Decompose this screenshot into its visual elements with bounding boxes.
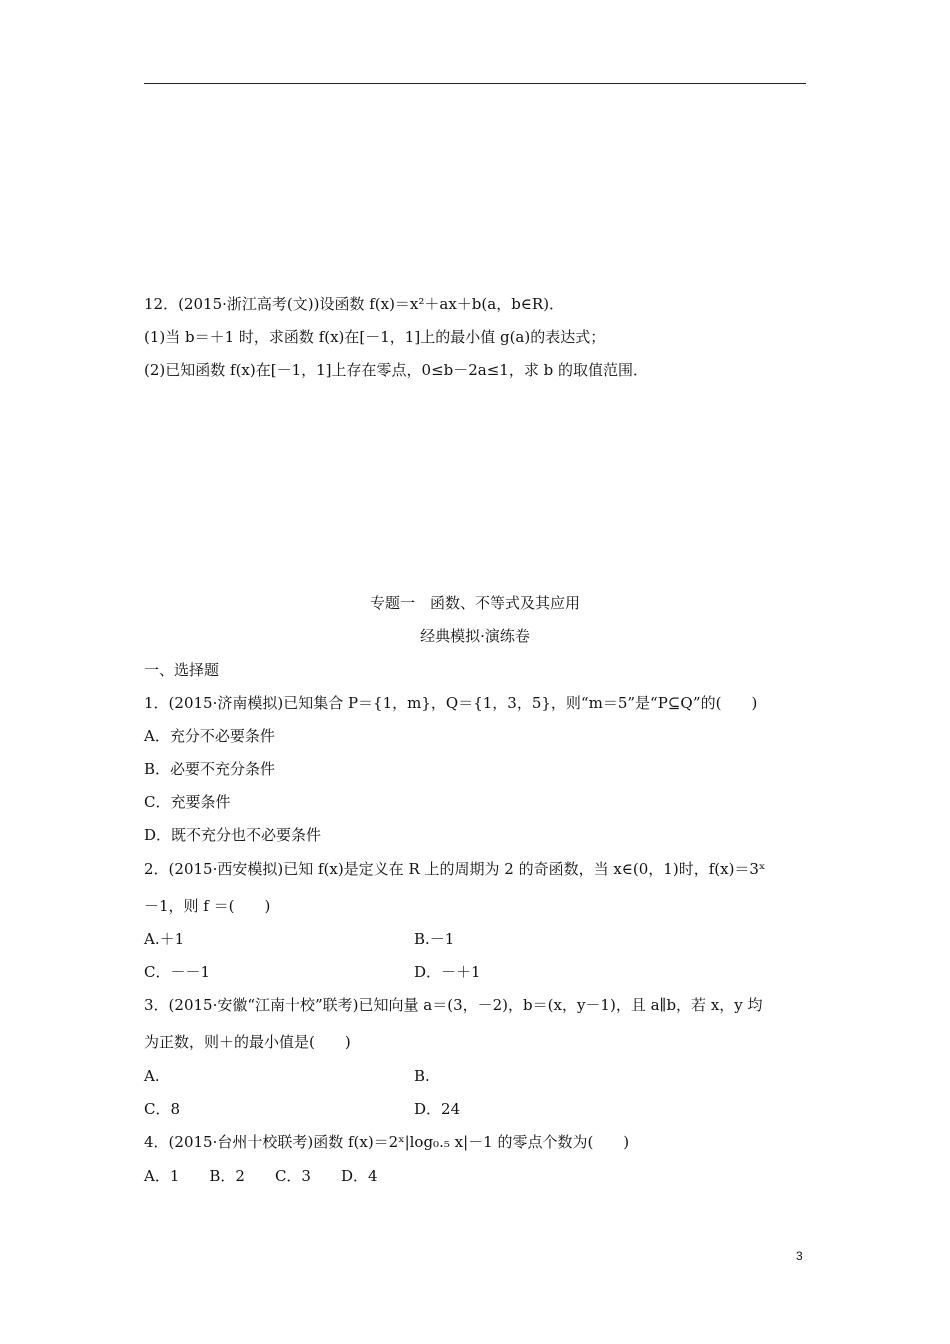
q3-stem-line2: 为正数，则＋的最小值是( ) [144, 1033, 351, 1051]
q2-option-a: A.＋1 [144, 930, 185, 948]
q1-option-d: D．既不充分也不必要条件 [144, 826, 322, 844]
q3-option-b: B. [414, 1067, 430, 1085]
q1-option-a: A．充分不必要条件 [144, 727, 275, 745]
q3-option-a: A. [144, 1067, 160, 1085]
q1-option-b: B．必要不充分条件 [144, 760, 276, 778]
q1-option-c: C．充要条件 [144, 793, 231, 811]
page-number: 3 [796, 1249, 803, 1263]
q4-stem: 4．(2015·台州十校联考)函数 f(x)＝2ˣ|log₀.₅ x|－1 的零点个数为( ) [144, 1133, 630, 1151]
q12-stem: 12．(2015·浙江高考(文))设函数 f(x)＝x²＋ax＋b(a，b∈R)． [144, 295, 565, 313]
q4-options: A．1 B．2 C．3 D．4 [144, 1167, 378, 1185]
section-title: 专题一 函数、不等式及其应用 [369, 594, 580, 612]
q12-part2: (2)已知函数 f(x)在[－1，1]上存在零点，0≤b－2a≤1，求 b 的取值范围． [144, 361, 648, 379]
q2-option-c: C．－－1 [144, 963, 211, 981]
header-rule [144, 83, 806, 84]
section-subtitle: 经典模拟·演练卷 [420, 627, 530, 645]
q1-stem: 1．(2015·济南模拟)已知集合 P＝{1，m}，Q＝{1，3，5}，则“m＝5”是“P⊆Q”的( ) [144, 694, 758, 712]
q3-option-c: C．8 [144, 1100, 181, 1118]
q3-option-d: D．24 [414, 1100, 461, 1118]
q3-stem-line1: 3．(2015·安徽“江南十校”联考)已知向量 a＝(3，－2)，b＝(x，y－1)，且 a∥b，若 x，y 均 [144, 996, 763, 1014]
q2-option-d: D．－＋1 [414, 963, 481, 981]
q12-part1: (1)当 b＝＋1 时，求函数 f(x)在[－1，1]上的最小值 g(a)的表达式； [144, 328, 606, 346]
section-heading: 一、选择题 [144, 661, 220, 679]
q2-stem-line1: 2．(2015·西安模拟)已知 f(x)是定义在 R 上的周期为 2 的奇函数，当 x∈(0，1)时，f(x)＝3ˣ [144, 860, 766, 878]
q2-stem-line2: －1，则 f ＝( ) [144, 897, 271, 915]
q2-option-b: B.－1 [414, 930, 455, 948]
